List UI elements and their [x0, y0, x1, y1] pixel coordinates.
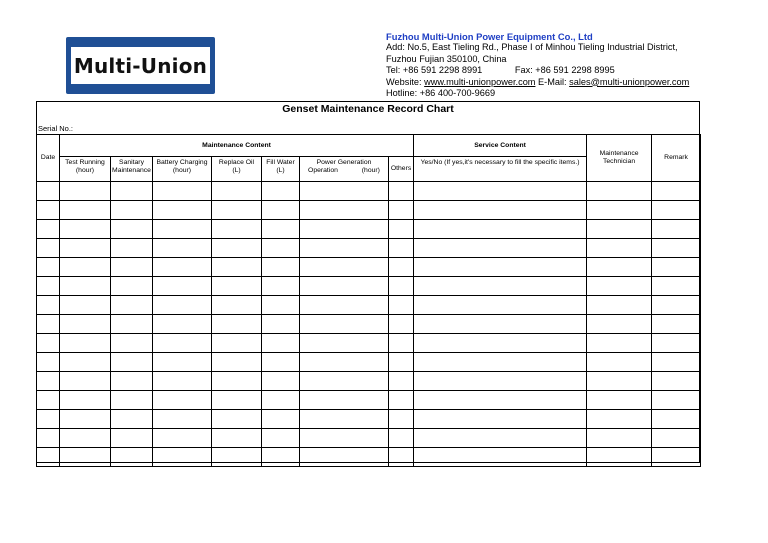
table-cell[interactable] [212, 220, 262, 239]
table-cell[interactable] [153, 353, 212, 372]
table-cell[interactable] [389, 296, 414, 315]
table-cell[interactable] [212, 448, 262, 467]
table-cell[interactable] [111, 372, 153, 391]
table-cell[interactable] [37, 334, 60, 353]
replace-oil-unit: (L) [232, 167, 241, 174]
table-cell[interactable] [587, 258, 652, 277]
table-cell[interactable] [212, 182, 262, 201]
header-row-1 [37, 135, 701, 157]
table-row [37, 391, 701, 410]
operation-unit: (hour) [361, 167, 380, 174]
table-row [37, 258, 701, 277]
table-cell[interactable] [389, 410, 414, 429]
website-label: Website: [386, 76, 425, 87]
fill-water-unit: (L) [276, 167, 285, 174]
table-cell[interactable] [37, 258, 60, 277]
table-cell[interactable] [300, 353, 389, 372]
header-replace-oil [212, 157, 262, 182]
table-cell[interactable] [414, 296, 587, 315]
table-cell[interactable] [212, 334, 262, 353]
table-cell[interactable] [153, 258, 212, 277]
table-row [37, 372, 701, 391]
table-cell[interactable] [414, 277, 587, 296]
table-cell[interactable] [587, 220, 652, 239]
table-row [37, 296, 701, 315]
table-cell[interactable] [60, 182, 111, 201]
header-others: Others [389, 157, 414, 182]
table-cell[interactable] [153, 429, 212, 448]
table-cell[interactable] [414, 391, 587, 410]
table-cell[interactable] [60, 353, 111, 372]
table-cell[interactable] [587, 296, 652, 315]
table-cell[interactable] [652, 239, 701, 258]
table-cell[interactable] [652, 220, 701, 239]
email-link[interactable]: sales@multi-unionpower.com [569, 76, 690, 87]
table-cell[interactable] [414, 258, 587, 277]
table-cell[interactable] [587, 182, 652, 201]
maintenance-chart [36, 101, 700, 463]
table-cell[interactable] [389, 277, 414, 296]
table-cell[interactable] [212, 239, 262, 258]
table-cell[interactable] [60, 277, 111, 296]
table-cell[interactable] [111, 315, 153, 334]
table-cell[interactable] [414, 353, 587, 372]
table-cell[interactable] [153, 220, 212, 239]
table-cell[interactable] [652, 201, 701, 220]
table-cell[interactable] [652, 372, 701, 391]
table-cell[interactable] [111, 410, 153, 429]
table-cell[interactable] [212, 353, 262, 372]
table-cell[interactable] [153, 334, 212, 353]
header-date: Date [37, 135, 60, 182]
table-row [37, 277, 701, 296]
table-cell[interactable] [414, 182, 587, 201]
table-cell[interactable] [37, 448, 60, 467]
table-cell[interactable] [300, 277, 389, 296]
table-cell[interactable] [60, 201, 111, 220]
table-row [37, 315, 701, 334]
table-cell[interactable] [37, 372, 60, 391]
table-cell[interactable] [389, 239, 414, 258]
chart-title: Genset Maintenance Record Chart [282, 103, 454, 115]
table-cell[interactable] [587, 429, 652, 448]
table-cell[interactable] [60, 334, 111, 353]
table-cell[interactable] [37, 277, 60, 296]
header-sanitary: Sanitary Maintenance [111, 157, 153, 182]
table-cell[interactable] [414, 239, 587, 258]
table-cell[interactable] [37, 296, 60, 315]
table-cell[interactable] [262, 239, 300, 258]
table-cell[interactable] [652, 334, 701, 353]
logo-inner [71, 47, 210, 84]
table-cell[interactable] [587, 201, 652, 220]
table-cell[interactable] [300, 296, 389, 315]
table-cell[interactable] [153, 448, 212, 467]
company-phone-row [386, 65, 758, 76]
table-cell[interactable] [111, 353, 153, 372]
fill-water-label: Fill Water [266, 159, 295, 166]
table-cell[interactable] [37, 391, 60, 410]
company-info [386, 31, 758, 99]
table-cell[interactable] [389, 448, 414, 467]
table-cell[interactable] [300, 448, 389, 467]
header-fill-water [262, 157, 300, 182]
test-running-label: Test Running [65, 159, 105, 166]
battery-charging-unit: (hour) [172, 167, 192, 174]
table-cell[interactable] [652, 410, 701, 429]
table-cell[interactable] [262, 277, 300, 296]
table-cell[interactable] [111, 201, 153, 220]
company-web-row [386, 77, 758, 88]
table-cell[interactable] [652, 296, 701, 315]
table-cell[interactable] [37, 201, 60, 220]
table-cell[interactable] [262, 372, 300, 391]
table-cell[interactable] [37, 410, 60, 429]
table-cell[interactable] [300, 315, 389, 334]
table-row [37, 448, 701, 467]
company-address-line2: Fuzhou Fujian 350100, China [386, 53, 507, 64]
table-cell[interactable] [111, 296, 153, 315]
table-cell[interactable] [262, 429, 300, 448]
test-running-unit: (hour) [75, 167, 95, 174]
header-service-content: Service Content [414, 135, 587, 157]
table-cell[interactable] [414, 334, 587, 353]
table-cell[interactable] [652, 182, 701, 201]
table-row [37, 353, 701, 372]
table-cell[interactable] [111, 277, 153, 296]
table-cell[interactable] [111, 429, 153, 448]
table-cell[interactable] [262, 334, 300, 353]
table-cell[interactable] [652, 448, 701, 467]
table-cell[interactable] [414, 429, 587, 448]
company-fax: Fax: +86 591 2298 8995 [514, 65, 615, 76]
table-cell[interactable] [414, 448, 587, 467]
company-tel: Tel: +86 591 2298 8991 [386, 65, 483, 76]
table-cell[interactable] [111, 391, 153, 410]
table-cell[interactable] [652, 258, 701, 277]
table-cell[interactable] [300, 410, 389, 429]
table-cell[interactable] [153, 277, 212, 296]
table-row [37, 429, 701, 448]
table-cell[interactable] [111, 182, 153, 201]
table-cell[interactable] [300, 391, 389, 410]
table-cell[interactable] [60, 429, 111, 448]
table-cell[interactable] [153, 410, 212, 429]
table-cell[interactable] [652, 391, 701, 410]
serial-no-label: Serial No.: [38, 124, 74, 133]
table-cell[interactable] [60, 220, 111, 239]
header-technician: Maintenance Technician [587, 135, 652, 182]
table-cell[interactable] [153, 239, 212, 258]
table-row [37, 334, 701, 353]
table-cell[interactable] [389, 220, 414, 239]
table-cell[interactable] [389, 182, 414, 201]
header-yes-no: Yes/No (If yes,it's necessary to fill the specific items.) [414, 157, 587, 182]
table-cell[interactable] [212, 315, 262, 334]
table-cell[interactable] [111, 220, 153, 239]
table-cell[interactable] [652, 315, 701, 334]
table-cell[interactable] [60, 372, 111, 391]
table-cell[interactable] [300, 201, 389, 220]
table-cell[interactable] [300, 239, 389, 258]
table-cell[interactable] [300, 372, 389, 391]
table-cell[interactable] [212, 391, 262, 410]
table-cell[interactable] [587, 239, 652, 258]
table-cell[interactable] [153, 201, 212, 220]
table-cell[interactable] [414, 410, 587, 429]
table-cell[interactable] [262, 315, 300, 334]
table-cell[interactable] [60, 239, 111, 258]
company-logo [66, 37, 215, 94]
table-cell[interactable] [587, 353, 652, 372]
table-cell[interactable] [153, 372, 212, 391]
table-cell[interactable] [262, 353, 300, 372]
table-cell[interactable] [111, 448, 153, 467]
table-row [37, 182, 701, 201]
table-cell[interactable] [414, 201, 587, 220]
table-cell[interactable] [414, 372, 587, 391]
table-cell[interactable] [60, 296, 111, 315]
table-cell[interactable] [111, 334, 153, 353]
table-cell[interactable] [212, 429, 262, 448]
table-cell[interactable] [652, 429, 701, 448]
header-battery-charging [153, 157, 212, 182]
table-cell[interactable] [300, 429, 389, 448]
table-cell[interactable] [652, 353, 701, 372]
table-cell[interactable] [587, 315, 652, 334]
record-table [36, 134, 701, 467]
table-cell[interactable] [587, 277, 652, 296]
table-cell[interactable] [587, 372, 652, 391]
table-cell[interactable] [300, 258, 389, 277]
table-cell[interactable] [60, 391, 111, 410]
table-cell[interactable] [111, 239, 153, 258]
table-cell[interactable] [300, 334, 389, 353]
table-cell[interactable] [37, 315, 60, 334]
table-cell[interactable] [212, 277, 262, 296]
table-cell[interactable] [389, 258, 414, 277]
table-cell[interactable] [389, 201, 414, 220]
company-address-line1: Add: No.5, East Tieling Rd., Phase I of Minhou Tieling Industrial District, [386, 42, 678, 53]
table-cell[interactable] [60, 448, 111, 467]
table-cell[interactable] [587, 391, 652, 410]
table-cell[interactable] [37, 239, 60, 258]
table-cell[interactable] [37, 220, 60, 239]
table-cell[interactable] [587, 334, 652, 353]
table-cell[interactable] [389, 429, 414, 448]
table-cell[interactable] [153, 296, 212, 315]
email-label: E-Mail: [538, 76, 570, 87]
company-name: Fuzhou Multi-Union Power Equipment Co., Ltd [386, 31, 593, 42]
table-cell[interactable] [389, 315, 414, 334]
table-cell[interactable] [300, 182, 389, 201]
table-cell[interactable] [37, 182, 60, 201]
table-row [37, 239, 701, 258]
table-cell[interactable] [60, 410, 111, 429]
table-cell[interactable] [389, 372, 414, 391]
table-cell[interactable] [262, 448, 300, 467]
table-cell[interactable] [262, 258, 300, 277]
table-cell[interactable] [37, 429, 60, 448]
website-link[interactable]: www.multi-unionpower.com [424, 76, 536, 87]
table-cell[interactable] [153, 315, 212, 334]
table-cell[interactable] [212, 410, 262, 429]
table-cell[interactable] [414, 220, 587, 239]
table-cell[interactable] [262, 410, 300, 429]
operation-label: Operation [308, 167, 338, 174]
table-cell[interactable] [111, 258, 153, 277]
table-cell[interactable] [262, 296, 300, 315]
table-cell[interactable] [212, 201, 262, 220]
table-cell[interactable] [212, 372, 262, 391]
table-row [37, 220, 701, 239]
table-cell[interactable] [262, 201, 300, 220]
power-generation-label: Power Generation [316, 159, 372, 166]
header-test-running [60, 157, 111, 182]
table-row [37, 201, 701, 220]
table-cell[interactable] [37, 353, 60, 372]
header-remark: Remark [652, 135, 701, 182]
table-cell[interactable] [262, 220, 300, 239]
table-cell[interactable] [300, 220, 389, 239]
operation-line [300, 167, 388, 175]
table-cell[interactable] [587, 448, 652, 467]
table-cell[interactable] [212, 296, 262, 315]
battery-charging-label: Battery Charging [156, 159, 208, 166]
company-hotline: Hotline: +86 400-700-9669 [386, 88, 496, 99]
table-cell[interactable] [262, 182, 300, 201]
table-cell[interactable] [212, 258, 262, 277]
table-cell[interactable] [153, 391, 212, 410]
replace-oil-label: Replace Oil [218, 159, 255, 166]
table-cell[interactable] [262, 391, 300, 410]
header-maintenance-content: Maintenance Content [60, 135, 414, 157]
table-cell[interactable] [652, 277, 701, 296]
table-cell[interactable] [389, 391, 414, 410]
table-cell[interactable] [587, 410, 652, 429]
table-row [37, 410, 701, 429]
header-power-generation [300, 157, 389, 182]
table-cell[interactable] [389, 334, 414, 353]
logo-text: Multi-Union [73, 53, 208, 78]
table-cell[interactable] [153, 182, 212, 201]
table-cell[interactable] [60, 315, 111, 334]
table-cell[interactable] [389, 353, 414, 372]
table-cell[interactable] [414, 315, 587, 334]
table-cell[interactable] [60, 258, 111, 277]
